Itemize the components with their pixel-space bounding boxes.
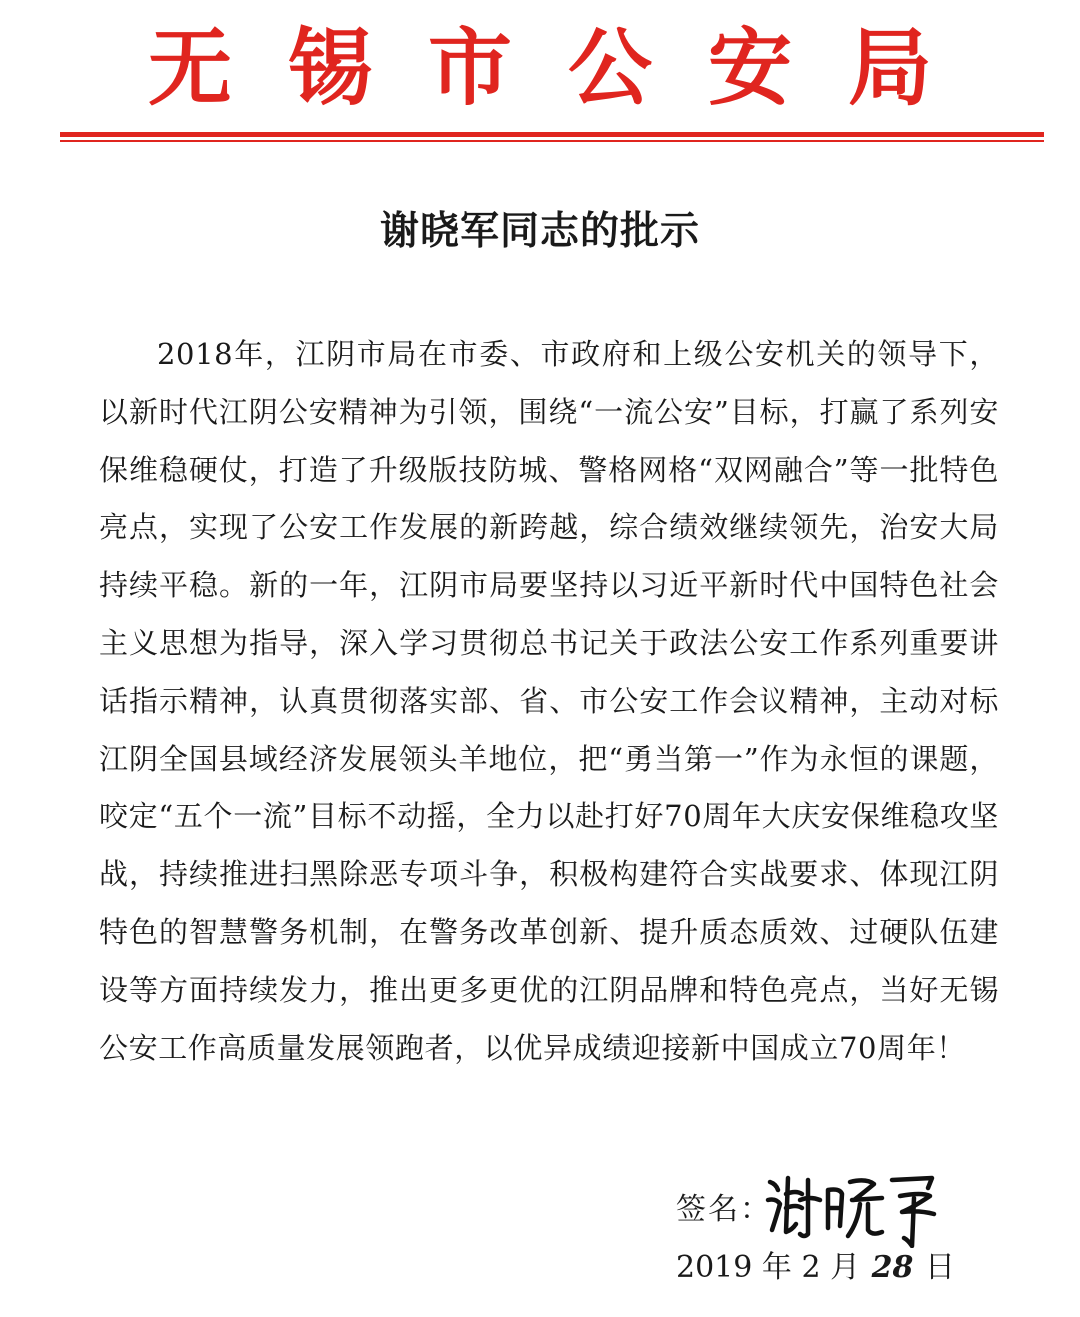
document-body: 2018年，江阴市局在市委、市政府和上级公安机关的领导下，以新时代江阴公安精神为引领，围绕“一流公安”目标，打赢了系列安保维稳硬仗，打造了升级版技防城、警格网格“双网融合”等一批特色亮点，实现了公安工作发展的新跨越，综合绩效继续领先，治安大局持续平稳。新的一年，江阴市局要坚持以习近平新时代中国特色社会主义思想为指导，深入学习贯彻总书记关于政法公安工作系列重要讲话指示精神，认真贯彻落实部、省、市公安工作会议精神，主动对标江阴全国县域经济发展领头羊地位，把“勇当第一”作为永恒的课题，咬定“五个一流”目标不动摇，全力以赴打好70周年大庆安保维稳攻坚战，持续推进扫黑除恶专项斗争，积极构建符合实战要求、体现江阴特色的智慧警务机制，在警务改革创新、提升质态质效、过硬队伍建设等方面持续发力，推出更多更优的江阴品牌和特色亮点，当好无锡公安工作高质量发展领跑者，以优异成绩迎接新中国成立70周年！ xyxy=(99,337,999,1065)
document-title: 谢晓军同志的批示 xyxy=(379,209,700,254)
date-year-unit: 年 xyxy=(761,1250,792,1285)
signature-date xyxy=(676,1246,955,1290)
date-year: 2019 xyxy=(676,1250,753,1285)
letterhead-title: 无锡市公安局 xyxy=(147,18,988,117)
signature-label: 签名： xyxy=(676,1192,772,1227)
date-day-handwritten: 28 xyxy=(871,1250,914,1285)
date-month: 2 xyxy=(801,1250,821,1285)
letterhead-rule-thick xyxy=(60,132,1044,137)
handwritten-signature xyxy=(762,1160,942,1248)
letterhead-rule-thin xyxy=(60,140,1044,142)
date-month-unit: 月 xyxy=(830,1250,861,1285)
date-day-unit: 日 xyxy=(924,1250,955,1285)
signature-block xyxy=(676,1160,996,1290)
